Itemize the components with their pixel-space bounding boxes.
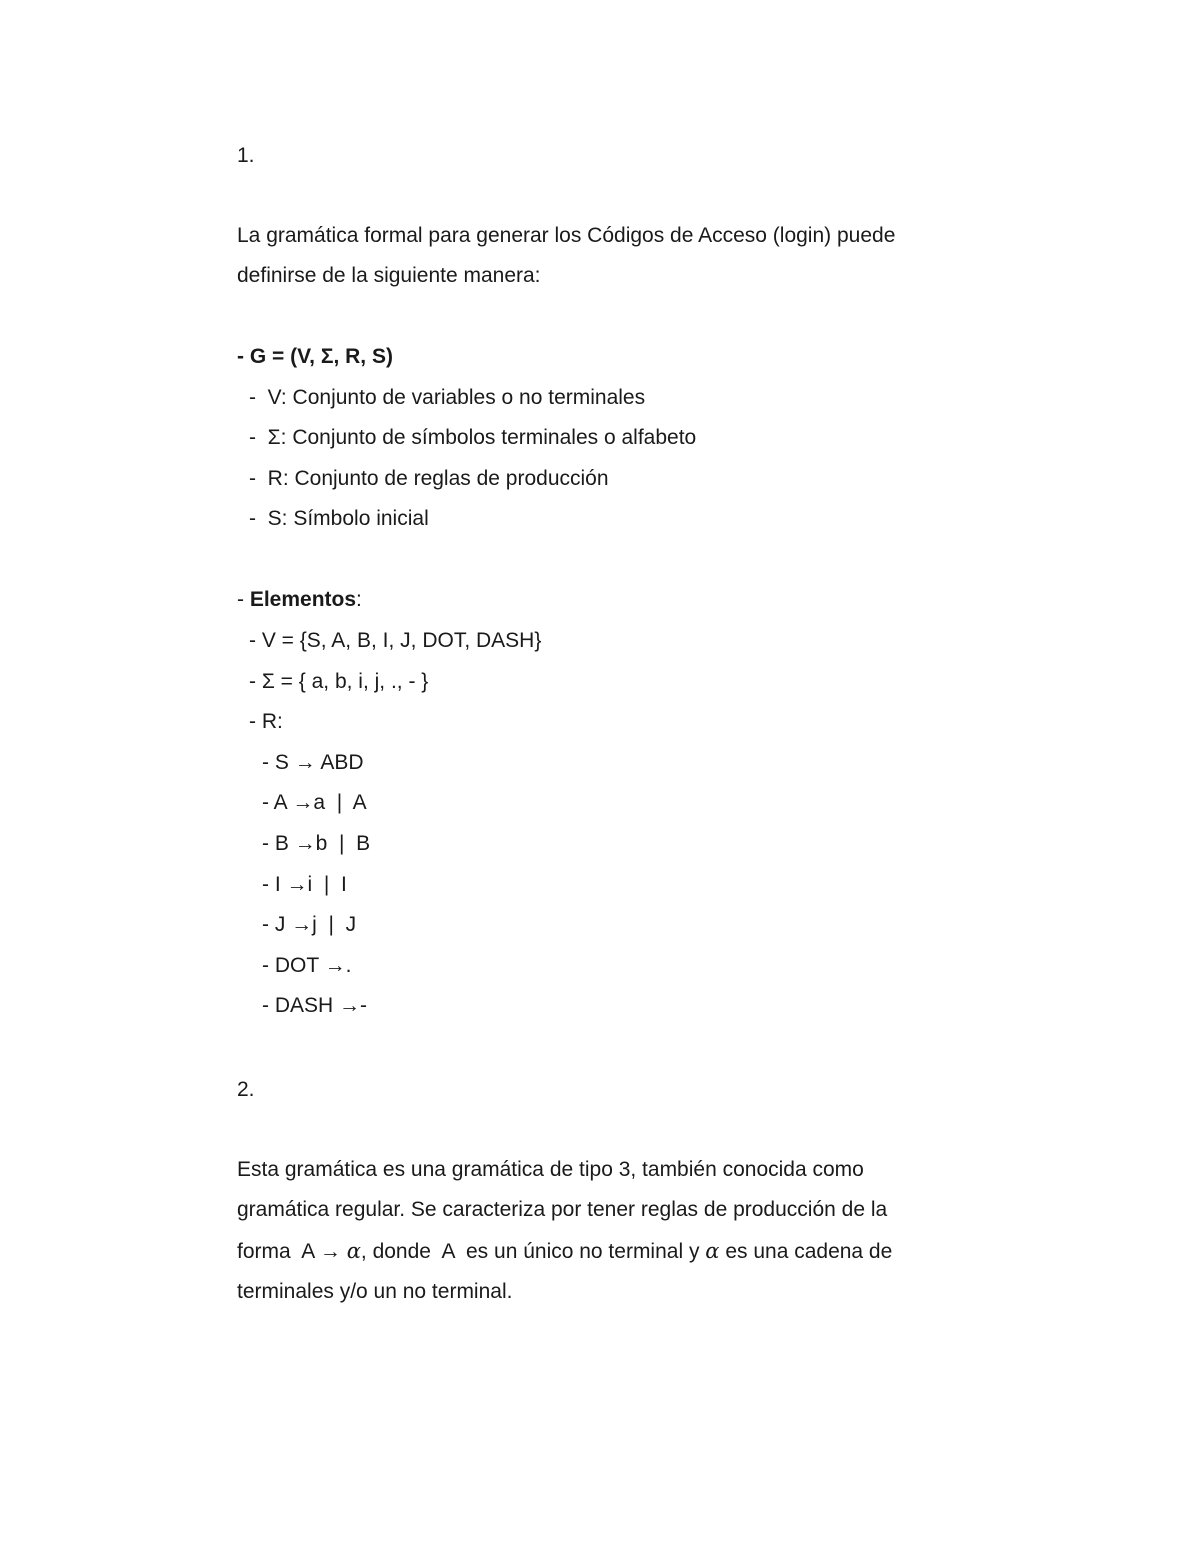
elements-heading bbox=[237, 587, 362, 613]
rule-i-left: - I bbox=[262, 873, 287, 896]
elements-suffix: : bbox=[356, 588, 362, 611]
rule-s-left: - S bbox=[262, 751, 295, 774]
line3-part-c: , donde A es un único no terminal y bbox=[360, 1240, 706, 1263]
grammar-definition: - G = (V, Σ, R, S) bbox=[237, 345, 393, 368]
arrow-icon: → bbox=[319, 1240, 341, 1263]
sigma-set: - Σ = { a, b, i, j, ., - } bbox=[249, 670, 429, 693]
r-label: - R: bbox=[249, 710, 283, 733]
arrow-icon: → bbox=[292, 791, 314, 814]
section-2-line-1: Esta gramática es una gramática de tipo 3, también conocida como bbox=[237, 1158, 864, 1181]
rule-dash bbox=[262, 993, 367, 1019]
definition-v: - V: Conjunto de variables o no terminales bbox=[249, 386, 646, 409]
rule-dash-right: - bbox=[360, 994, 368, 1017]
rule-a-left: - A bbox=[262, 791, 293, 814]
arrow-icon: → bbox=[291, 913, 313, 936]
rule-s-right: ABD bbox=[315, 751, 364, 774]
arrow-icon: → bbox=[286, 873, 308, 896]
rule-j-right: j | J bbox=[312, 913, 357, 936]
rule-dot bbox=[262, 953, 351, 979]
rule-b-left: - B bbox=[262, 832, 295, 855]
definition-sigma: - Σ: Conjunto de símbolos terminales o alfabeto bbox=[249, 426, 697, 449]
intro-line-2: definirse de la siguiente manera: bbox=[237, 264, 541, 287]
rule-a-right: a | A bbox=[313, 791, 367, 814]
rule-i bbox=[262, 872, 347, 898]
arrow-icon: → bbox=[294, 751, 316, 774]
rule-i-right: i | I bbox=[307, 873, 347, 896]
section-2-line-3 bbox=[237, 1238, 892, 1265]
elements-prefix: - bbox=[237, 588, 250, 611]
definition-r: - R: Conjunto de reglas de producción bbox=[249, 467, 609, 490]
rule-s bbox=[262, 750, 364, 776]
rule-j-left: - J bbox=[262, 913, 292, 936]
alpha-symbol: α bbox=[705, 1239, 720, 1263]
definition-s: - S: Símbolo inicial bbox=[249, 507, 429, 530]
rule-a bbox=[262, 790, 367, 816]
rule-b-right: b | B bbox=[315, 832, 371, 855]
arrow-icon: → bbox=[324, 954, 346, 977]
rule-b bbox=[262, 831, 370, 857]
rule-dot-right: . bbox=[345, 954, 352, 977]
alpha-symbol: α bbox=[346, 1239, 361, 1263]
section-2-line-4: terminales y/o un no terminal. bbox=[237, 1280, 513, 1303]
section-2-number: 2. bbox=[237, 1078, 255, 1101]
rule-dash-left: - DASH bbox=[262, 994, 340, 1017]
line3-part-d: es una cadena de bbox=[719, 1240, 893, 1263]
arrow-icon: → bbox=[339, 994, 361, 1017]
section-2-line-2: gramática regular. Se caracteriza por tener reglas de producción de la bbox=[237, 1198, 888, 1221]
elements-label: Elementos bbox=[249, 588, 357, 611]
section-1-number: 1. bbox=[237, 144, 255, 167]
intro-line-1: La gramática formal para generar los Códigos de Acceso (login) puede bbox=[237, 224, 896, 247]
rule-j bbox=[262, 912, 356, 938]
arrow-icon: → bbox=[294, 832, 316, 855]
line3-part-a: forma A bbox=[237, 1240, 320, 1263]
rule-dot-left: - DOT bbox=[262, 954, 325, 977]
v-set: - V = {S, A, B, I, J, DOT, DASH} bbox=[249, 629, 542, 652]
